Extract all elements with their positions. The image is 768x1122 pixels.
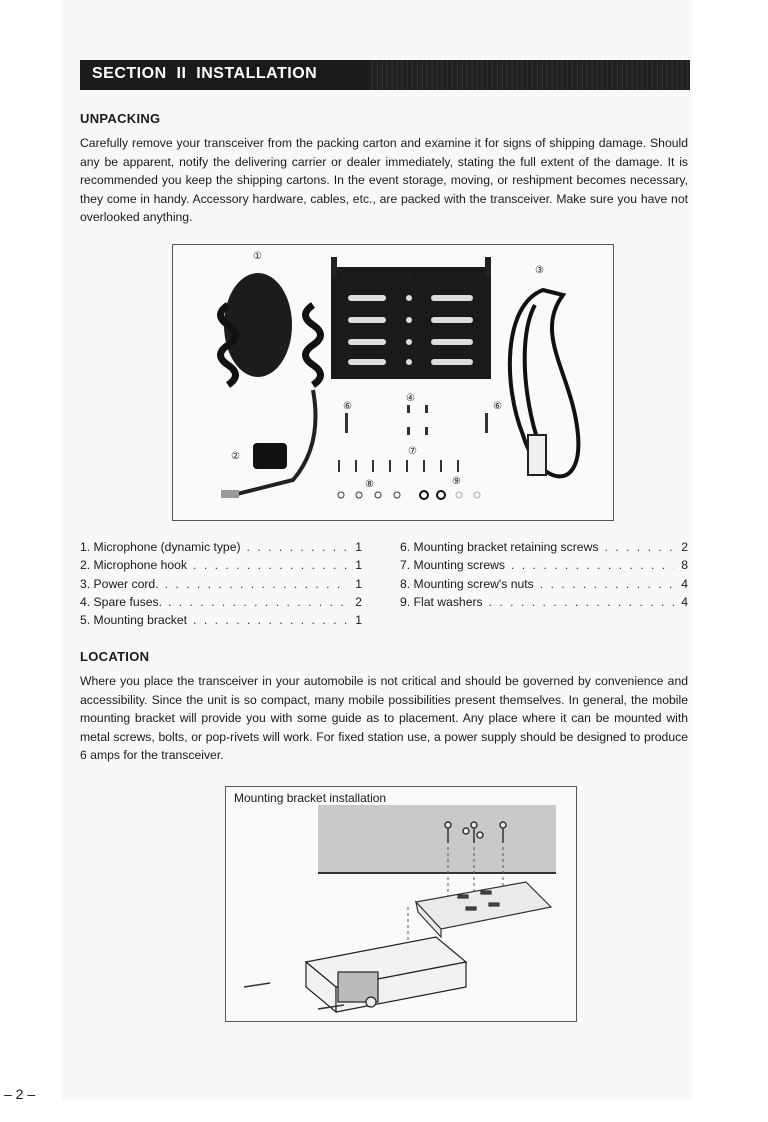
power-cord-illustration: [510, 290, 579, 476]
installation-illustration: [226, 787, 576, 1021]
parts-list-item: 5. Mounting bracket . . . 1: [80, 611, 362, 629]
parts-list-item: 3. Power cord. . . . 1: [80, 575, 362, 593]
callout-2: ②: [231, 451, 240, 462]
installation-figure: [225, 786, 577, 1022]
parts-list-item: 9. Flat washers . . . 4: [400, 593, 688, 611]
section-banner: [80, 60, 690, 90]
location-paragraph: Where you place the transceiver in your automobile is not critical and should be governed by convenience and accessibility. Since the unit is so compact, many mobile possibilities present themselves. In general, the mobile mounting bracket will provide you with some guide as to placement. Any place where it can be mounted with metal screws, bolts, or pop-rivets will work. For fixed station use, a power supply should be designed to produce 6 amps for the transceiver.: [80, 674, 688, 762]
installation-caption: Mounting bracket installation: [234, 791, 387, 805]
bracket-drawing: [416, 882, 551, 937]
parts-photo: [172, 244, 614, 521]
parts-illustration: [173, 245, 613, 520]
callout-4: ④: [406, 393, 415, 404]
callout-6a: ⑥: [343, 401, 352, 412]
microphone-hook-illustration: [253, 443, 287, 469]
callout-3: ③: [535, 265, 544, 276]
unpacking-heading: UNPACKING: [80, 111, 161, 126]
mounting-surface: [318, 805, 556, 873]
parts-list-item: 2. Microphone hook . . . 1: [80, 556, 362, 574]
banner-texture: [370, 60, 690, 90]
callout-8: ⑧: [365, 479, 374, 490]
parts-list-right: [400, 538, 688, 611]
parts-list-item: 1. Microphone (dynamic type) . . . 1: [80, 538, 362, 556]
section-title: SECTION II INSTALLATION: [92, 65, 318, 82]
callout-7: ⑦: [408, 446, 417, 457]
parts-list-item: 7. Mounting screws . . . 8: [400, 556, 688, 574]
transceiver-drawing: [306, 937, 466, 1012]
callout-6b: ⑥: [493, 401, 502, 412]
callout-1: ①: [253, 251, 262, 262]
parts-list-item: 6. Mounting bracket retaining screws . . . 2: [400, 538, 688, 556]
location-heading: LOCATION: [80, 649, 150, 664]
parts-list-left: [80, 538, 362, 629]
parts-list-item: 8. Mounting screw's nuts . . . 4: [400, 575, 688, 593]
callout-9: ⑨: [452, 476, 461, 487]
callout-5: ⑤: [403, 271, 412, 282]
unpacking-paragraph: Carefully remove your transceiver from the packing carton and examine it for signs of shipping damage. Should any be apparent, notify the delivering carrier or dealer immediately, stating the full extent of the damage. It is recommended you keep the shipping cartons. In the event storage, moving, or reshipment becomes necessary, they come in handy. Accessory hardware, cables, etc., are packed with the transceiver. Make sure you have not overlooked anything.: [80, 136, 688, 224]
parts-list-item: 4. Spare fuses. . . . 2: [80, 593, 362, 611]
page-number: – 2 –: [4, 1086, 36, 1102]
